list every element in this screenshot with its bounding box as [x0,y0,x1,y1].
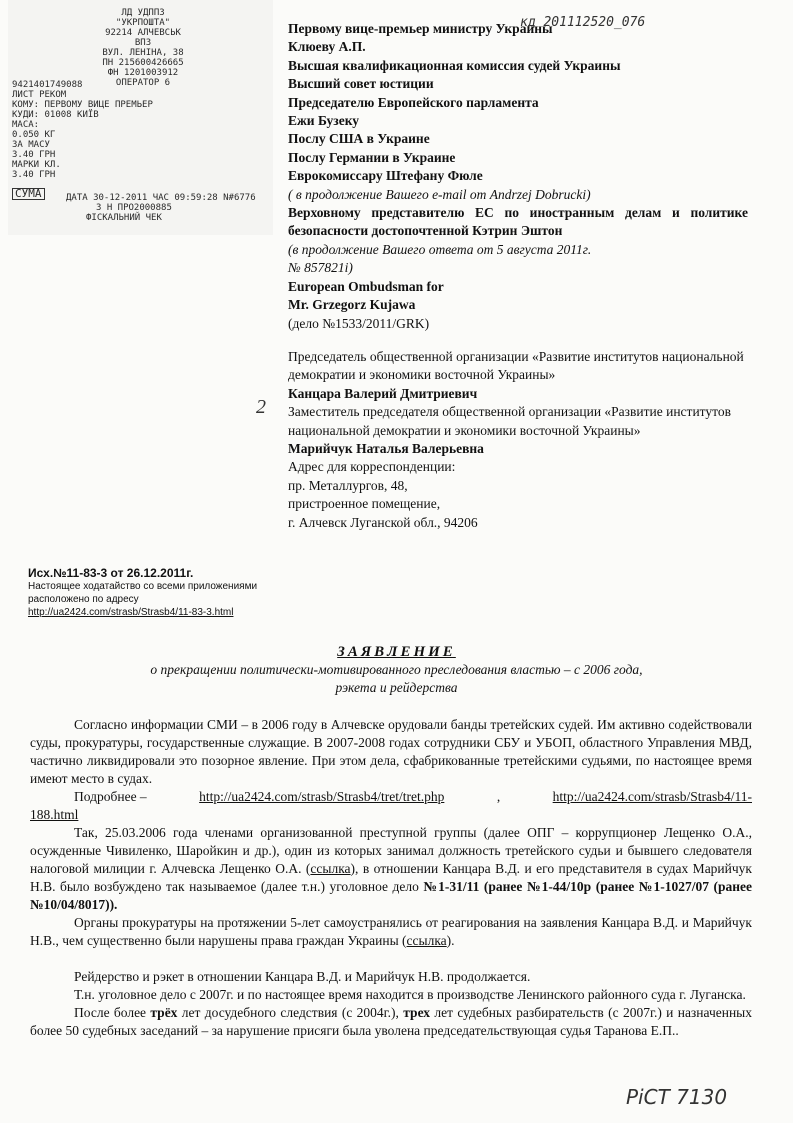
receipt-line: ПН 215600426665 [102,58,184,68]
text: лет досудебного следствия (с 2004г.), [177,1005,404,1020]
receipt-header [98,8,188,88]
handwritten-mark: 2 [256,396,266,418]
sender-name-2: Марийчук Наталья Валерьевна [288,441,484,457]
receipt-line: 3 Н ПРО2000885 [96,203,172,213]
text: лет судебных разбирательств (с 2007г.) и назначенных более 50 судебных заседаний – за нарушение присяги была уволена председательствующая судья Таранова Е.П.. [30,1005,752,1038]
receipt-line: 0.050 КГ [12,130,56,140]
reference-link-inline[interactable]: ссылка [310,861,351,876]
addressee-block [288,20,748,333]
receipt-line: ОПЕРАТОР 6 [115,78,171,88]
receipt-line: КУДИ: 01008 КИЇВ [12,110,99,120]
outgoing-reference [28,566,318,619]
addressee-line: Послу Германии в Украине [288,149,456,165]
receipt-line: ДАТА 30-12-2011 ЧАС 09:59:28 N#6776 [66,193,256,203]
text: ). [446,933,455,948]
address-label: Адрес для корреспонденции: [288,459,456,475]
reference-number: Исх.№11-83-3 от 26.12.2011г. [28,566,194,580]
sender-block [288,348,748,532]
addressee-line: Послу США в Украине [288,131,430,147]
receipt-line: 3.40 ГРН [12,150,56,160]
receipt-line: 9421401749088 [12,80,83,90]
postal-receipt [8,0,273,235]
reference-link-inline[interactable]: ссылка [406,933,447,948]
addressee-line: Mr. Grzegorz Kujawa [288,297,416,313]
text: ), в отношении Канцара В.Д. и его представителя в судах Марийчук Н.В. было возбуждено так называемое (далее т.н.) уголовное дело [30,861,752,894]
emphasis: трех [403,1005,431,1020]
statement-body [30,716,752,1040]
registration-code: кд 201112520_076 [520,15,646,30]
case-numbers: №1-31/11 (ранее №1-44/10р (ранее №1-1027/07 (ранее №10/04/8017)). [30,879,752,912]
paragraph: Согласно информации СМИ – в 2006 году в Алчевске орудовали банды третейских судей. Им активно содействовали суды, прокуратуры, государственные служащие. В 2007-2008 годах сотрудники СБУ и УБОП, областного Управления МВД, частично ликвидировали это позорное явление. При этом дела, сфабрикованные третейскими судьями, по настоящее время имеют место в судах. [30,717,752,786]
addressee-line: № 857821i) [288,260,353,276]
paragraph [30,1004,752,1040]
sender-name-1: Канцара Валерий Дмитриевич [288,385,478,401]
paragraph: Рейдерство и рэкет в отношении Канцара В.Д. и Марийчук Н.В. продолжается. [74,969,531,984]
address-line: пристроенное помещение, [288,496,441,512]
addressee-line: European Ombudsman for [288,278,444,294]
receipt-line: ЛИСТ РЕКОМ [12,90,67,100]
receipt-line: ЗА МАСУ [12,140,50,150]
address-line: г. Алчевск Луганской обл., 94206 [288,514,478,530]
reference-link[interactable]: http://ua2424.com/strasb/Strasb4/11-83-3.html [28,607,234,618]
receipt-line: ФН 1201003912 [107,68,179,78]
emphasis: трёх [150,1005,178,1020]
address-line: пр. Металлургов, 48, [288,477,408,493]
handwritten-page-mark: РіСТ 7130 [626,1085,728,1109]
paragraph [30,914,752,950]
addressee-line: Председателю Европейского парламента [288,94,539,110]
title-heading: ЗАЯВЛЕНИЕ [337,644,456,660]
receipt-footer [66,193,256,223]
tret-link[interactable]: http://ua2424.com/strasb/Strasb4/tret/tret.php [199,789,445,804]
receipt-total-label: СУМА [12,188,45,200]
title-subtitle: о прекращении политически-мотивированного преследования властью – с 2006 года, [150,662,643,677]
case-link[interactable]: http://ua2424.com/strasb/Strasb4/11- [552,789,752,804]
receipt-line: ЛД УДППЗ "УКРПОШТА" [115,8,171,28]
paragraph [30,824,752,914]
addressee-line: ( в продолжение Вашего e-mail от Andrzej Dobrucki) [288,186,591,202]
addressee-line: Еврокомиссару Штефану Фюле [288,168,483,184]
receipt-line: ВУЛ. ЛЕНІНА, 38 [102,48,184,58]
receipt-line: МАСА: [12,120,40,130]
sender-role-2: Заместитель председателя общественной организации «Развитие институтов национальной демократии и экономики восточной Украины» [288,404,731,438]
receipt-body [12,80,153,180]
addressee-line: Первому вице-премьер министру Украины [288,21,553,36]
addressee-line: (в продолжение Вашего ответа от 5 августа 2011г. [288,241,592,257]
text: Органы прокуратуры на протяжении 5-лет самоустранялись от реагирования на заявления Канцара В.Д. и Марийчук Н.В., чем существенно были нарушены права граждан Украины ( [30,915,752,948]
document-title [0,644,793,697]
case-link-continuation[interactable]: 188.html [30,807,79,822]
receipt-line: 3.40 ГРН [12,170,56,180]
receipt-line: КОМУ: ПЕРВОМУ ВИЦЕ ПРЕМЬЕР [12,100,153,110]
text: После более [74,1005,151,1020]
addressee-line: Высшая квалификационная комиссия судей Украины [288,57,621,73]
addressee-line: Верховному представителю ЕС по иностранным делам и политике безопасности достопочтенной Кэтрин Эштон [288,205,748,239]
more-links-row [30,788,752,806]
addressee-line: (дело №1533/2011/GRK) [288,315,430,331]
addressee-line: Высший совет юстиции [288,76,434,92]
reference-note: Настоящее ходатайство со всеми приложениями расположено по адресу [28,581,258,605]
receipt-line: ФІСКАЛЬНИЙ ЧЕК [86,213,162,223]
addressee-line: Клюеву А.П. [288,39,366,55]
receipt-line: 92214 АЛЧЕВСЬК ВПЗ [105,28,181,48]
link-separator: , [496,789,501,804]
receipt-line: МАРКИ КЛ. [12,160,61,170]
sender-role-1: Председатель общественной организации «Развитие институтов национальной демократии и экономики восточной Украины» [288,349,744,383]
title-subtitle: рэкета и рейдерства [335,680,458,695]
paragraph: Т.н. уголовное дело с 2007г. и по настоящее время находится в производстве Ленинского районного суда г. Луганска. [74,987,746,1002]
text: Так, 25.03.2006 года членами организованной преступной группы (далее ОПГ – коррупционер Лещенко О.А., осужденные Чивиленко, Шаройкин и др.), один из которых занимал должность третейского судьи и бывшего следователя налоговой милиции г. Алчевска Лещенко О.А. ( [30,825,752,876]
addressee-line: Ежи Бузеку [288,113,360,129]
more-label: Подробнее – [74,789,147,804]
